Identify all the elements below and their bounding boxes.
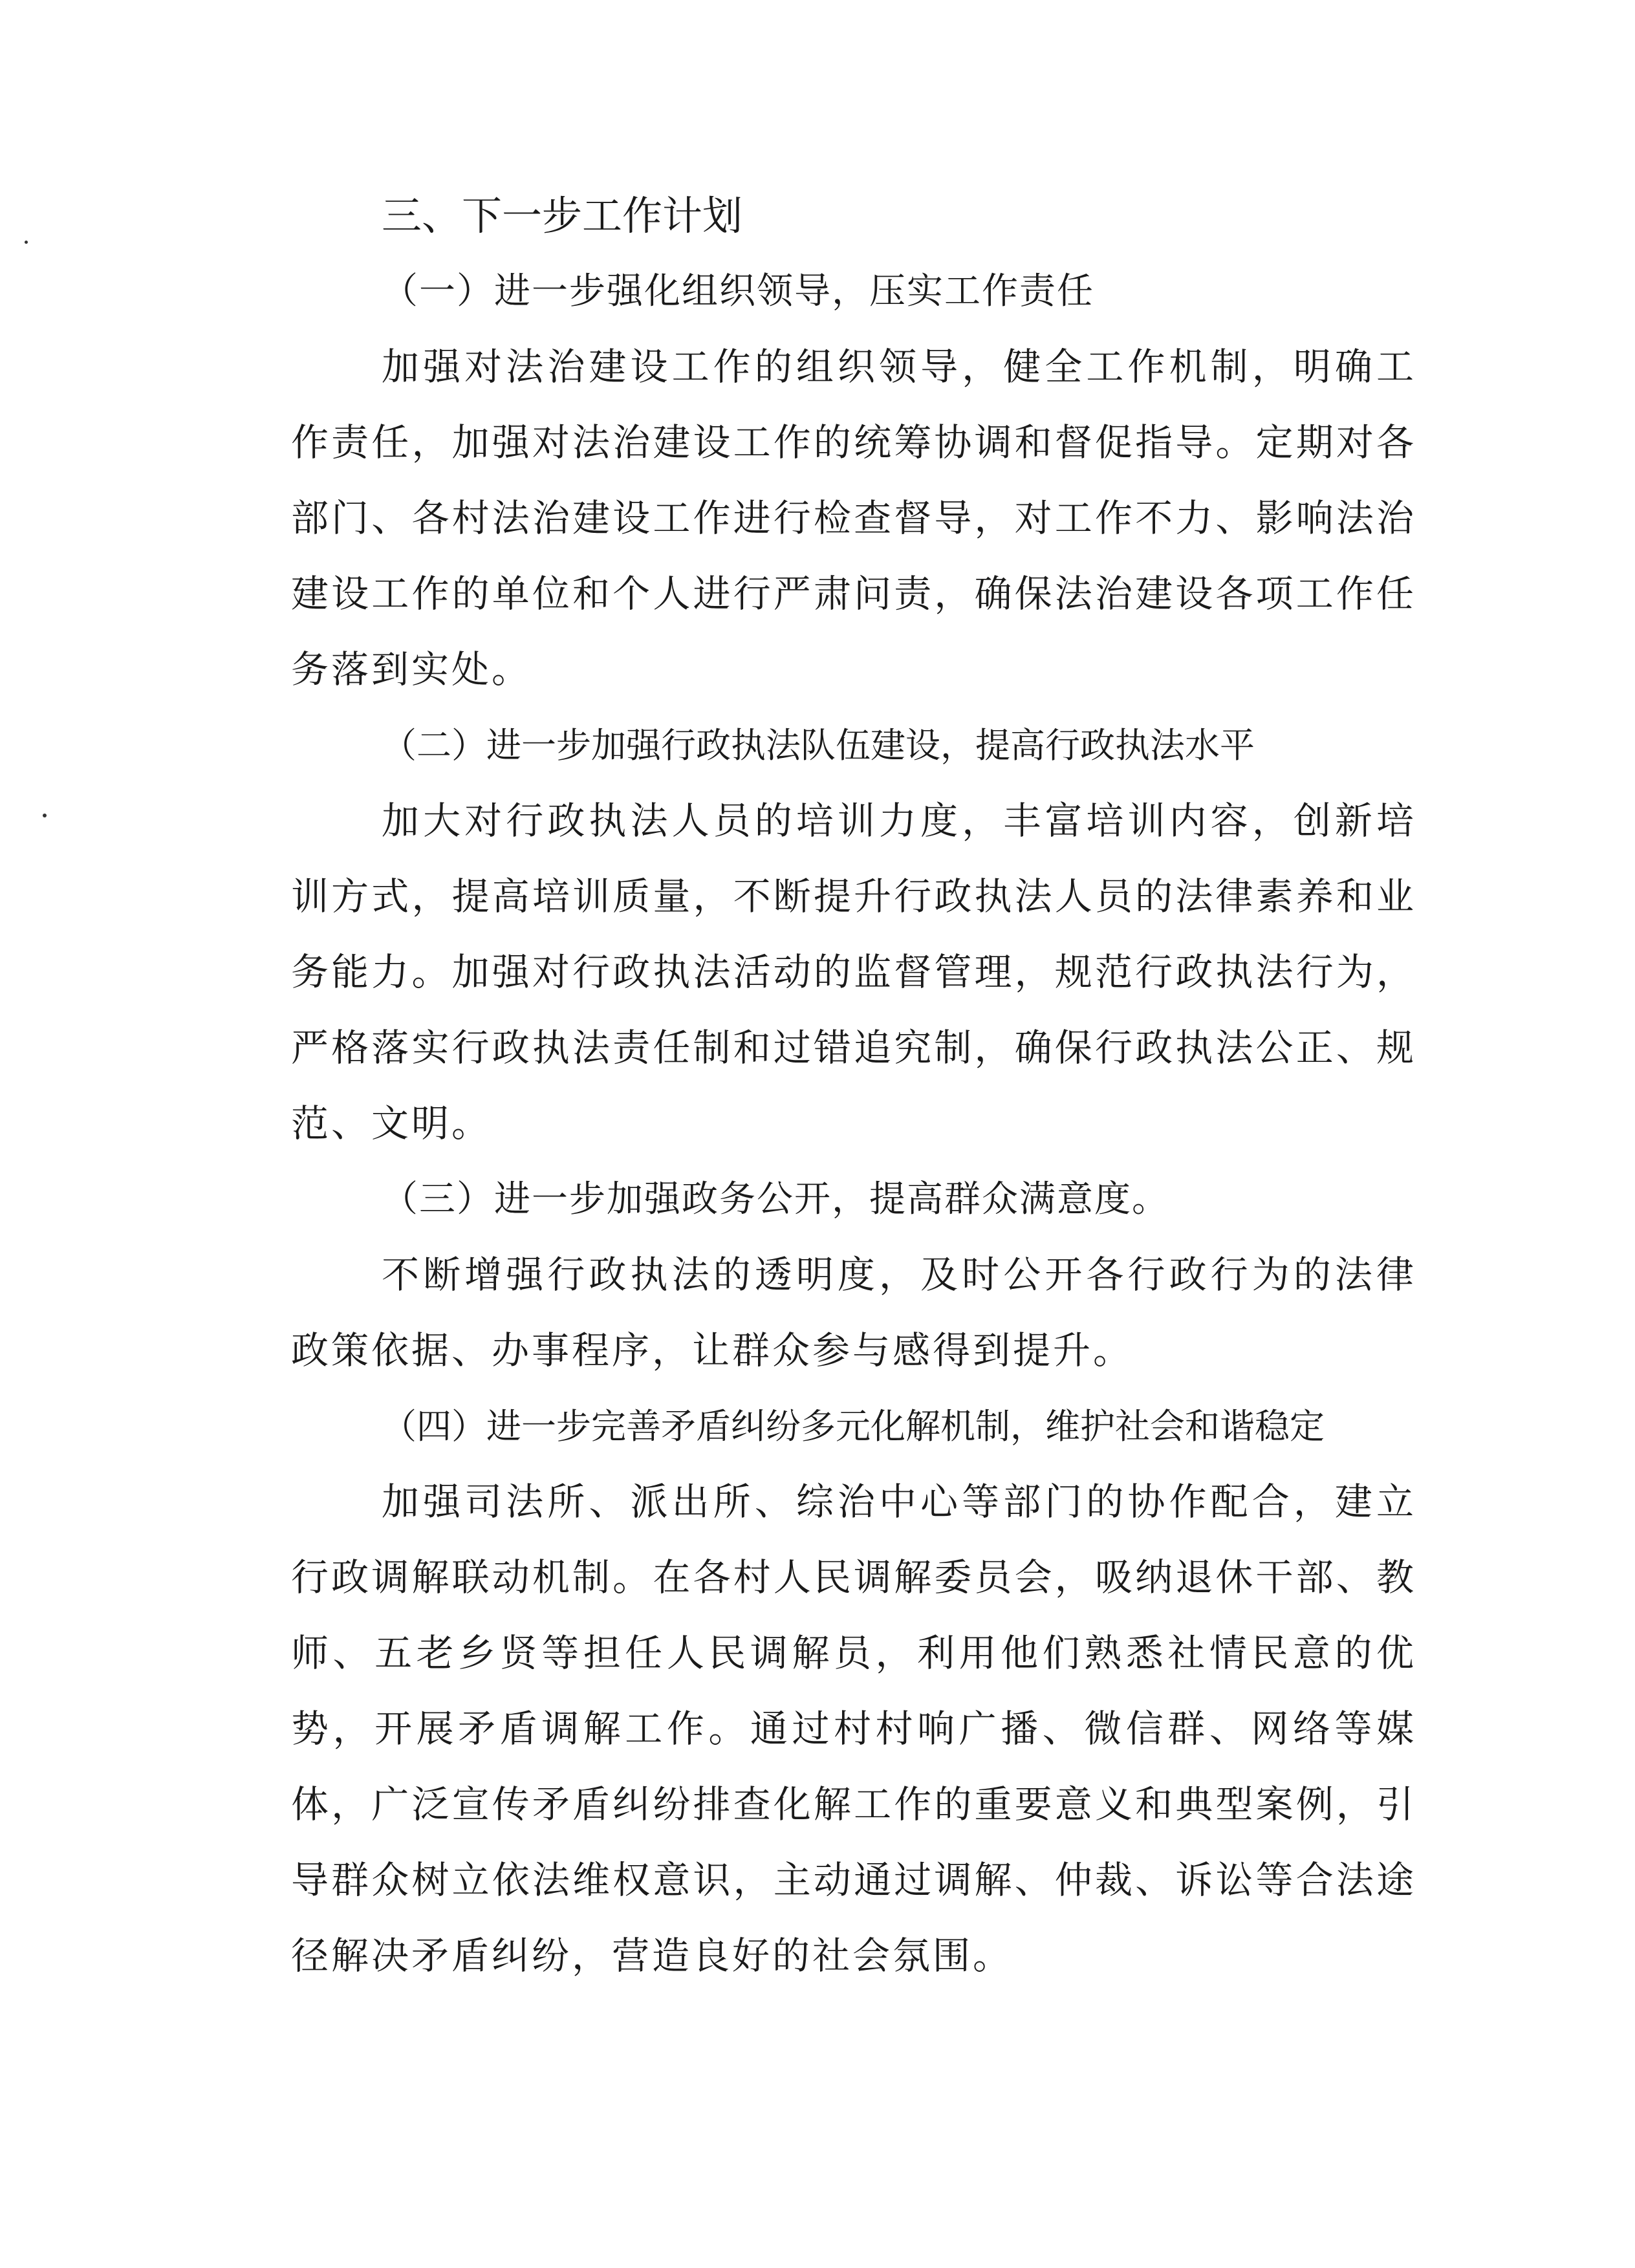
item-body-4: 加强司法所、派出所、综治中心等部门的协作配合，建立行政调解联动机制。在各村人民调解委员会，吸纳退休干部、教师、五老乡贤等担任人民调解员，利用他们熟悉社情民意的优势，开展矛盾调解工作。通过村村响广播、微信群、网络等媒体，广泛宣传矛盾纠纷排查化解工作的重要意义和典型案例，引导群众树立依法维权意识，主动通过调解、仲裁、诉讼等合法途径解决矛盾纠纷，营造良好的社会氛围。 [291, 1480, 1416, 1978]
section-title: 三、下一步工作计划 [382, 192, 743, 239]
item-body-2: 加大对行政执法人员的培训力度，丰富培训内容，创新培训方式，提高培训质量，不断提升行政执法人员的法律素养和业务能力。加强对行政执法活动的监督管理，规范行政执法行为，严格落实行政执法责任制和过错追究制，确保行政执法公正、规范、文明。 [291, 799, 1416, 1145]
item-heading-1: （一）进一步强化组织领导，压实工作责任 [382, 270, 1094, 312]
item-body-3: 不断增强行政执法的透明度，及时公开各行政行为的法律政策依据、办事程序，让群众参与感得到提升。 [291, 1253, 1416, 1372]
item-heading-3: （三）进一步加强政务公开，提高群众满意度。 [382, 1178, 1169, 1220]
item-heading-4: （四）进一步完善矛盾纠纷多元化解机制，维护社会和谐稳定 [382, 1406, 1325, 1447]
scan-speck [25, 241, 28, 244]
document-body [291, 178, 1416, 1994]
item-heading-2: （二）进一步加强行政执法队伍建设，提高行政执法水平 [382, 725, 1255, 766]
item-body-1: 加强对法治建设工作的组织领导，健全工作机制，明确工作责任，加强对法治建设工作的统筹协调和督促指导。定期对各部门、各村法治建设工作进行检查督导，对工作不力、影响法治建设工作的单位和个人进行严肃问责，确保法治建设各项工作任务落到实处。 [291, 345, 1416, 691]
scan-speck [43, 814, 47, 817]
